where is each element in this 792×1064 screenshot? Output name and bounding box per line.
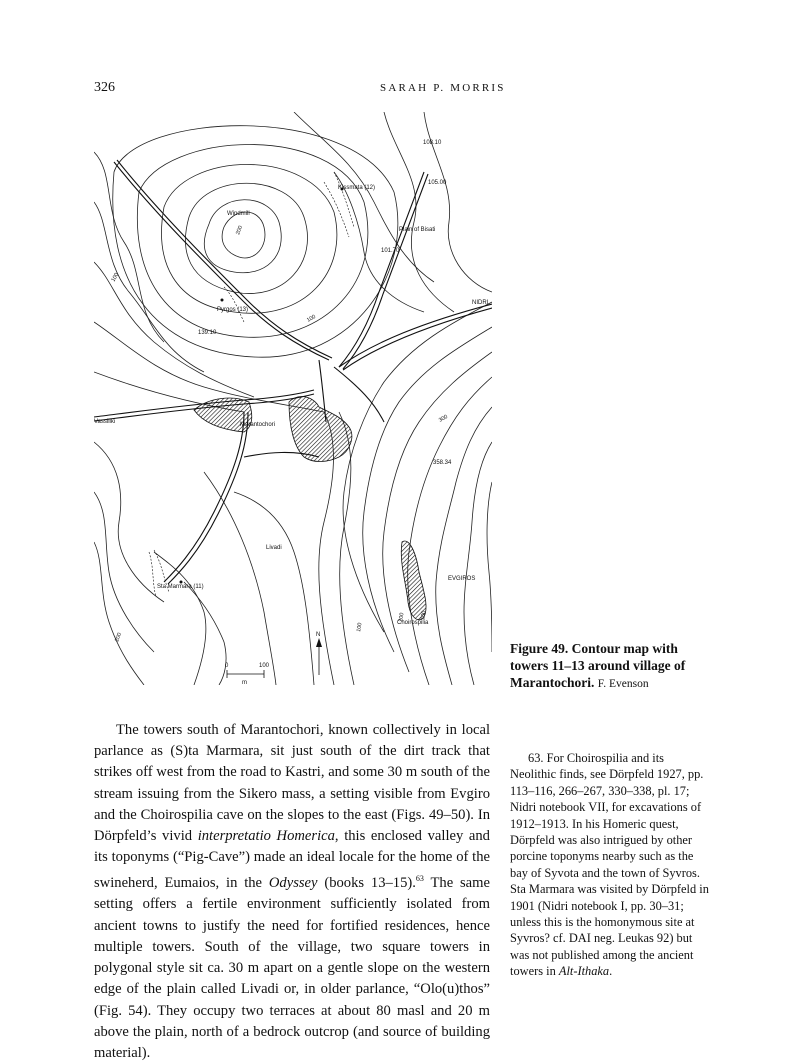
contour-label: 100 bbox=[110, 272, 121, 283]
windmill-hill-contours bbox=[110, 126, 398, 358]
northwest-contours bbox=[94, 152, 324, 412]
scale-bar bbox=[225, 663, 270, 685]
elevation-label: 358.34 bbox=[433, 460, 452, 466]
place-label-marantochori: Marantochori bbox=[240, 422, 276, 428]
contour-map bbox=[94, 112, 492, 685]
stream-3 bbox=[149, 552, 156, 597]
place-label-kissmata: Kissmata (12) bbox=[338, 185, 376, 191]
contour-label: 200 bbox=[398, 612, 406, 623]
place-label-nidri: NIDRI bbox=[472, 300, 489, 306]
place-label-livadi: Livadi bbox=[266, 545, 282, 551]
page-number: 326 bbox=[94, 80, 115, 95]
road-north-east bbox=[339, 172, 428, 369]
elevation-label: 139.10 bbox=[198, 330, 217, 336]
scale-unit: m bbox=[242, 680, 247, 685]
elevation-label: 108.10 bbox=[423, 140, 442, 146]
figure-caption bbox=[510, 640, 700, 693]
contour-label: 100 bbox=[356, 622, 364, 633]
footnote: 63. For Choirospilia and its Neolithic finds, see Dörpfeld 1927, pp. 113–116, 266–267, 330–338, pl. 17; Nidri notebook VII, for excavations of 1912–1913. In his Homeric quest, Dörpfeld was also intrigued by other porcine toponyms nearby such as the bay of Syvota and the town of Syvros. Sta Marmara was visited by Dörpfeld in 1901 (Nidri notebook I, pp. 30–31; unless this is the homonymous site at Syvros? cf. DAI neg. Leukas 92) but was not published among the ancient towers in Alt-Ithaka. bbox=[510, 751, 709, 979]
place-label-pyrgos: Pyrgos (13) bbox=[217, 307, 249, 313]
elevation-label: 101.70 bbox=[381, 248, 400, 254]
contour-label: 100 bbox=[306, 313, 317, 324]
tower-13-marker bbox=[221, 299, 224, 302]
caption-title: Figure 49. Contour map with towers 11–13 around village of Marantochori. bbox=[510, 641, 686, 690]
contour-label: 300 bbox=[438, 413, 449, 424]
place-label-plain-of-bisati: Plain of Bisati bbox=[399, 227, 436, 233]
place-label-vassiliki: Vassiliki bbox=[94, 419, 116, 425]
road-southwest bbox=[164, 412, 248, 584]
body-paragraph: The towers south of Marantochori, known collectively in local parlance as (S)ta Marmara, sit just south of the dirt track that strikes off west from the road to Kastri, and some 30 m south of the stream issuing from the Sikero mass, a setting visible from Evgiro and the Choirospilia cave on the slopes to the east (Figs. 49–50). In Dörpfeld’s vivid interpretatio Homerica, this enclosed valley and its toponyms (“Pig-Cave”) made an ideal locale for the home of the swineherd, Eumaios, in the Odyssey (books 13–15).$^{63}$ The same setting offers a fertile environment sufficiently isolated from ancient towns to justify the need for fortified residences, hence multiple towers. South of the village, two square towers in polygonal style sit ca. 30 m apart on a gentle slope on the western edge of the plain called Livadi or, in older parlance, “Olo(u)thos” (Fig. 54). They occupy two terraces at about 80 masl and 20 m above the plain, north of a bedrock outcrop (and source of building material). bbox=[94, 722, 490, 1061]
caption-credit: F. Evenson bbox=[597, 678, 649, 690]
contour-label: 200 bbox=[114, 631, 124, 643]
footnote-ref: 63 bbox=[415, 874, 424, 884]
elevation-label: 105.00 bbox=[428, 180, 447, 186]
hatched-area-village bbox=[289, 397, 352, 462]
north-label: N bbox=[316, 632, 321, 638]
place-label-evgiros: EVGIROS bbox=[448, 576, 476, 582]
livadi-plain-contours bbox=[204, 472, 314, 685]
scale-hundred: 100 bbox=[259, 663, 270, 669]
road-north-west bbox=[114, 160, 332, 360]
running-head: SARAH P. MORRIS bbox=[380, 82, 506, 94]
place-label-sta-marmara: Sta Marmara (11) bbox=[157, 584, 204, 590]
place-label-windmill: Windmill bbox=[227, 211, 250, 217]
contour-label: 200 bbox=[235, 224, 245, 236]
scale-zero: 0 bbox=[225, 663, 229, 669]
north-arrow-icon bbox=[316, 632, 322, 675]
contour-label: 100 bbox=[420, 610, 428, 621]
hatched-area-choirospilia bbox=[401, 541, 426, 620]
northeast-contours bbox=[294, 112, 492, 312]
place-label-choirospilia: Choirospilia bbox=[397, 620, 429, 626]
